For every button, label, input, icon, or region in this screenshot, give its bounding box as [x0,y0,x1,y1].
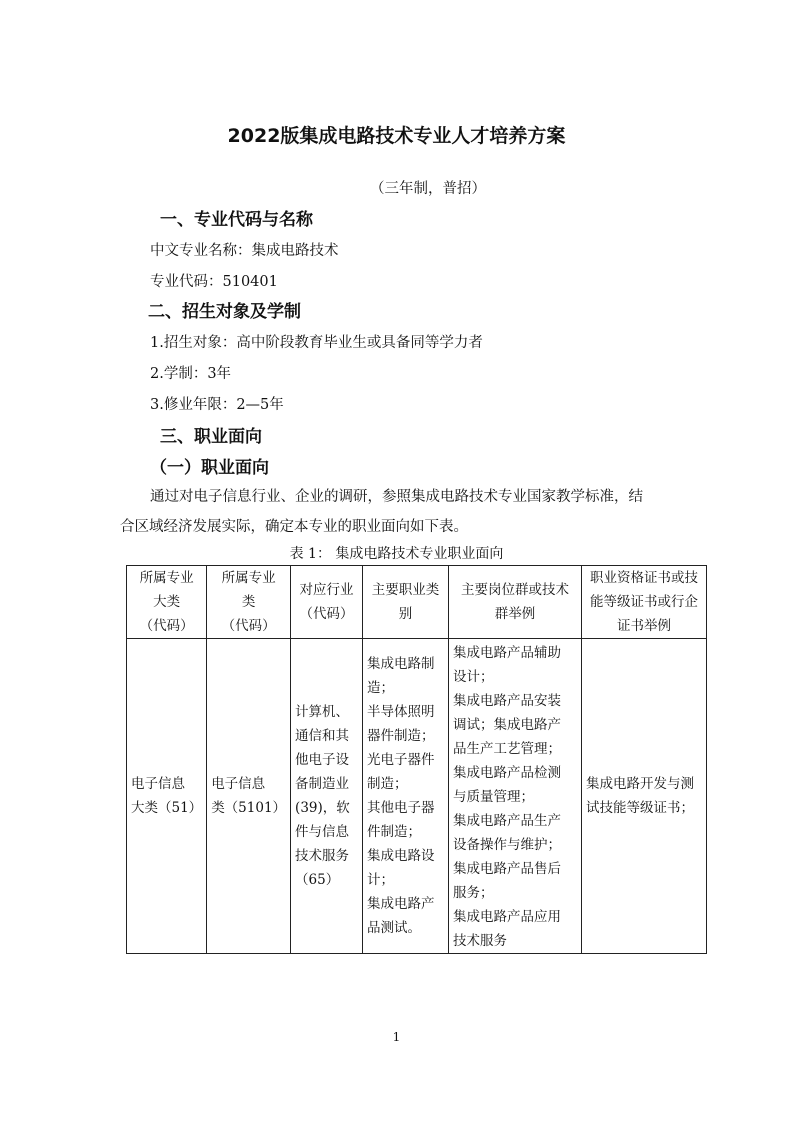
cell-text-line: 职业资格证书或技 [590,570,699,586]
table-header-row [127,566,707,639]
header-cell [582,566,707,639]
career-paragraph-line2: 合区域经济发展实际，确定本专业的职业面向如下表。 [120,519,468,535]
cell-text-line: 集成电路制 [367,656,435,672]
cell-text-line: 试技能等级证书； [586,800,695,816]
cell-text-line: 主要岗位群或技术 [461,582,570,598]
cell-text-line: 计； [367,872,395,888]
table-cell [207,639,291,954]
cell-text-line: 备制造业 [295,776,350,792]
header-cell [291,566,363,639]
table-cell [291,639,363,954]
cell-text-line: 集成电路产品生产 [453,813,562,829]
table-cell [449,639,582,954]
cell-text-line: 集成电路产品应用 [453,909,562,925]
career-table [126,565,707,954]
header-cell [449,566,582,639]
cell-text-line: （代码） [139,618,194,634]
cell-text-line: （65） [295,872,340,888]
cell-text-line: 制造； [367,776,408,792]
table-row [127,639,707,954]
cell-text-line: 集成电路产品辅助 [453,645,562,661]
cell-text-line: 证书举例 [617,618,672,634]
section-heading-career: 三、职业面向 [160,427,262,447]
section-heading-code-name: 一、专业代码与名称 [160,210,313,230]
cell-text-line: 能等级证书或行企 [590,594,699,610]
cell-text-line: 大类 [153,594,181,610]
table-cell [582,639,707,954]
cell-text-line: 其他电子器 [367,800,435,816]
document-subtitle: （三年制，普招） [370,181,486,197]
cell-text-line: 件制造； [367,824,422,840]
cell-text-line: 半导体照明 [367,704,435,720]
cell-text-line: 光电子器件 [367,752,435,768]
cell-text-line: 别 [398,606,413,622]
cell-text-line: 调试；集成电路产 [453,717,562,733]
table-cell [127,639,207,954]
cell-text-line: 件与信息 [295,824,350,840]
cell-text-line: 技术服务 [295,848,350,864]
cell-text-line: (39)，软 [295,800,350,816]
table-caption: 表 1： 集成电路技术专业职业面向 [289,546,504,562]
cell-text-line: 造； [367,680,395,696]
cell-text-line: 电子信息 [131,776,185,792]
cell-text-line: 所属专业 [221,570,276,586]
cell-text-line: 设备操作与维护； [453,837,562,853]
cell-text-line: 对应行业 [299,582,354,598]
major-name: 中文专业名称：集成电路技术 [150,243,339,259]
cell-text-line: 大类（51） [131,800,203,816]
cell-text-line: 类 [241,594,256,610]
header-cell [207,566,291,639]
cell-text-line: 设计； [453,669,494,685]
cell-text-line: 主要职业类 [371,582,440,598]
cell-text-line: 集成电路产品售后 [453,861,562,877]
cell-text-line: 器件制造； [367,728,435,744]
cell-text-line: 计算机、 [295,704,350,720]
cell-text-line: 类（5101） [211,800,287,816]
cell-text-line: 品测试。 [367,920,422,936]
cell-text-line: 品生产工艺管理； [453,741,562,757]
cell-text-line: 集成电路产品安装 [453,693,562,709]
document-title: 2022版集成电路技术专业人才培养方案 [227,125,566,147]
cell-text-line: 技术服务 [453,933,508,949]
cell-text-line: 集成电路设 [367,848,435,864]
section-heading-enrollment: 二、招生对象及学制 [148,302,301,322]
cell-text-line: 服务； [453,885,494,901]
cell-text-line: 所属专业 [139,570,194,586]
study-length: 2.学制：3年 [150,366,232,382]
study-years-range: 3.修业年限：2—5年 [150,397,284,413]
cell-text-line: 集成电路开发与测 [586,776,695,792]
cell-text-line: 与质量管理； [453,789,535,805]
major-code: 专业代码：510401 [150,274,278,290]
cell-text-line: 他电子设 [295,752,350,768]
header-cell [127,566,207,639]
enrollment-target: 1.招生对象：高中阶段教育毕业生或具备同等学力者 [150,335,483,351]
cell-text-line: 通信和其 [295,728,350,744]
career-paragraph-line1: 通过对电子信息行业、企业的调研，参照集成电路技术专业国家教学标准，结 [150,489,643,505]
cell-text-line: 集成电路产品检测 [453,765,562,781]
subsection-heading-career: （一）职业面向 [150,458,269,478]
cell-text-line: 群举例 [494,606,536,622]
cell-text-line: （代码） [299,606,354,622]
table-cell [363,639,449,954]
page-number: 1 [392,1030,401,1044]
cell-text-line: 电子信息 [211,776,266,792]
cell-text-line: （代码） [221,618,276,634]
cell-text-line: 集成电路产 [367,896,435,912]
header-cell [363,566,449,639]
